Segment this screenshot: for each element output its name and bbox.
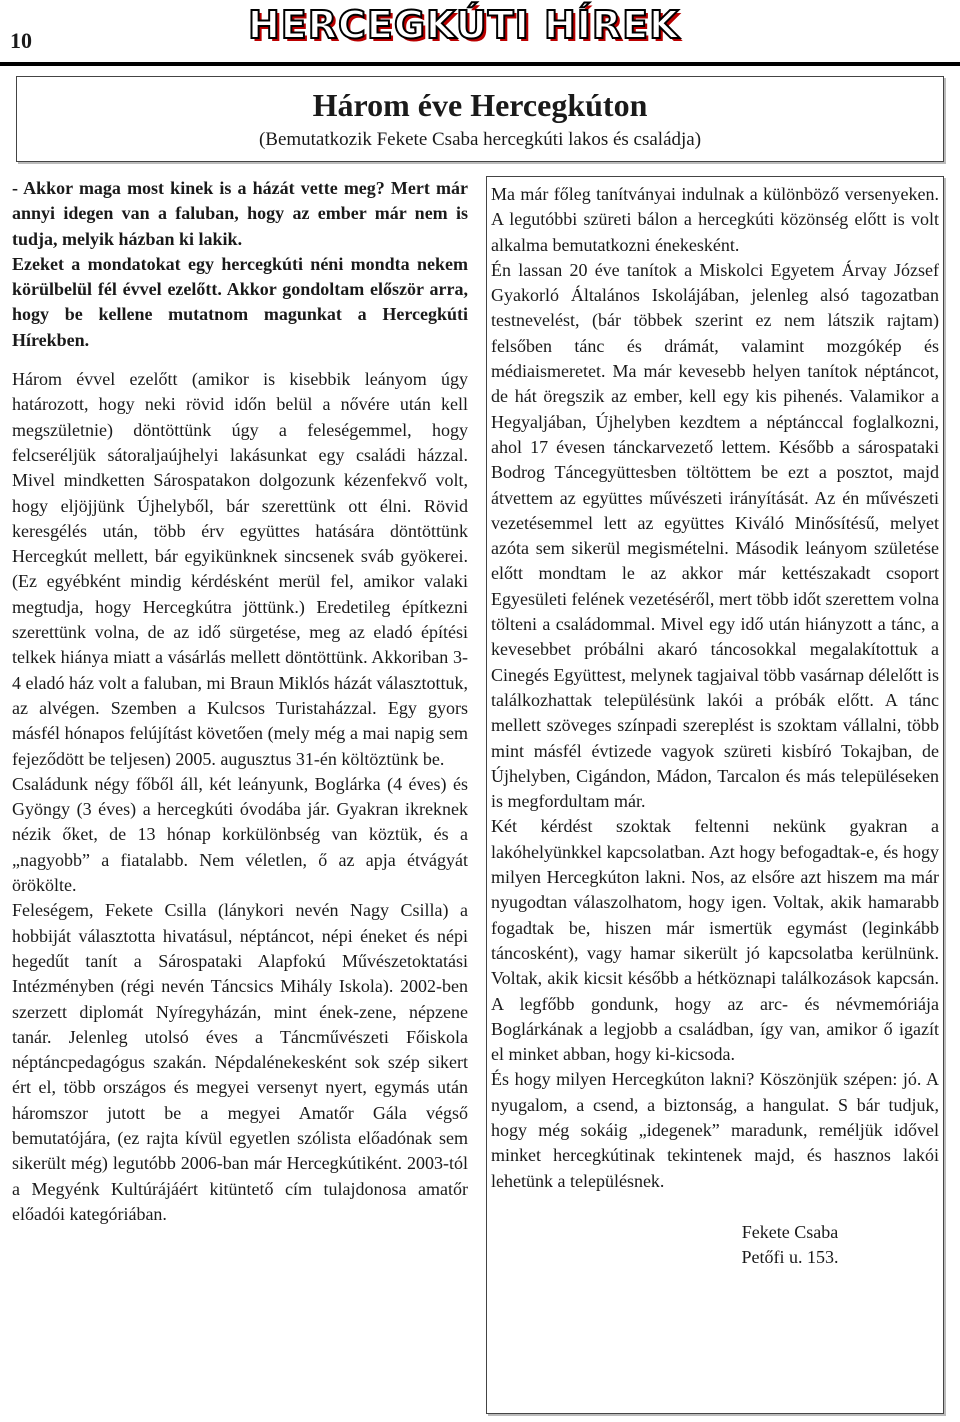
- body-paragraph: Én lassan 20 éve tanítok a Miskolci Egyetem Árvay József Gyakorló Általános Iskolájában, jelenleg alsó tagozatban testnevelést, (bár többek szerint ez nem látszik rajtam) felsőben tánc és drámát, valamint mozgókép és médiaismeretet. Ma már kevesebb helyen tanítok néptáncot, de hát öregszik az ember, kell egy kis pihenés. Valamikor a Hegyaljában, Újhelyben kezdtem a néptánccal foglalkozni, ahol 17 évesen tánckarvezető lettem. Később a sárospataki Bodrog Táncegyüttesben töltöttem be ezt a posztot, majd átvettem az együttes művészeti irányítását. Az én művészeti vezetésemmel lett az együttes Kiváló Minősítésű, melyet azóta sem sikerül megismételni. Második leányom születése előtt mondtam le az akkor már kettészakadt csoport Egyesületi felének vezetéséről, mert több időt szerettem volna tölteni a családommal. Mivel egy idő után hiányzott a tánc, a kevesebbet próbálni akaró táncosokkal megalakítottuk a Cinegés Együttest, melynek tagjaival több vasárnap délelőtt is találkozhattak településünk lakói a próbák előtt. A tánc mellett szöveges színpadi szereplést is szoktam vállalni, több mint másfél évtizede vagyok szüreti kisbíró Tokajban, de Újhelyben, Cigándon, Mádon, Tarcalon és más településeken is megfordultam már.: [491, 259, 939, 812]
- body-paragraph: Feleségem, Fekete Csilla (lánykori nevén Nagy Csilla) a hobbiját választotta hivatásul, néptáncot, népi éneket és népi hegedűt tanít a Sárospataki Alapfokú Művészetoktatási Intézményben (régi nevén Táncsics Mihály Iskola). 2002-ben szerzett diplomát Nyíregyházán, mint ének-zene, népzene tanár. Jelenleg utolsó éves a Táncművészeti Főiskola néptáncpedagógus szakán. Népdalénekesként sok szép sikert ért el, több országos és megyei versenyt nyert, egymás után háromszor jutott be a megyei Amatőr Gála végső bemutatójára, (ez rajta kívül egyetlen szólista előadónak sem sikerült még) legutóbb 2006-ban már Hercegkútiként. 2003-tól a Megyénk Kultúrájáért kitüntető cím tulajdonosa amatőr előadói kategóriában.: [12, 900, 468, 1224]
- page-number: 10: [10, 28, 32, 53]
- header-rule: [0, 62, 960, 66]
- article-subtitle: (Bemutatkozik Fekete Csaba hercegkúti lakos és családja): [258, 129, 702, 150]
- left-column: [12, 176, 468, 1227]
- intro-paragraph: Ezeket a mondatokat egy hercegkúti néni mondta nekem körülbelül fél évvel ezelőtt. Akkor gondoltam először arra, hogy be kellene mutatnom magunkat a Hercegkúti Hírekben.: [12, 253, 468, 350]
- signature-name: Fekete Csaba: [741, 1221, 839, 1242]
- body-paragraph: Ma már főleg tanítványai indulnak a különböző versenyeken. A legutóbbi szüreti bálon a hercegkúti közönség előtt is volt alkalma bemutatkozni énekesként.: [491, 184, 939, 255]
- signature-address: Petőfi u. 153.: [741, 1246, 839, 1267]
- body-paragraph: És hogy milyen Hercegkúton lakni? Köszönjük szépen: jó. A nyugalom, a csend, a biztonság, a hangulat. S bár tudjuk, hogy még sokáig „idegenek” maradunk, reméljük idővel minket hercegkútinak tekintenek majd, és hasznos lakói lehetünk a településnek.: [491, 1069, 939, 1191]
- signature: [491, 1220, 939, 1270]
- article-title: Három éve Hercegkúton: [312, 87, 648, 123]
- title-box: [16, 76, 944, 162]
- body-paragraph: Két kérdést szoktak feltenni nekünk gyakran a lakóhelyünkkel kapcsolatban. Azt hogy befogadtak-e, és hogy milyen Hercegkúton lakni. Nos, az elsőre azt hiszem ma már nyugodtan válaszolhatom, hogy igen. Voltak, akik hamarabb fogadtak be, hiszen már ismertük egymást (leginkább táncosként), vagy hamar sikerült jó kapcsolatba kerülnünk. Voltak, akik kicsit később a hétköznapi találkozások kapcsán. A legfőbb gondunk, hogy az arc- és névmemóriája Boglárkának a legjobb a családban, így van, amikor ő igazít el minket abban, hogy ki-kicsoda.: [491, 816, 939, 1065]
- right-column: [486, 176, 944, 1414]
- body-paragraph: Három évvel ezelőtt (amikor is kisebbik leányom úgy határozott, hogy neki rövid időn belül a nővére után kell megszületnie) döntöttünk úgy a feleségemmel, hogy felcseréljük sátoraljaújhelyi lakásunkat egy családi házzal. Mivel mindketten Sárospatakon dolgozunk kézenfekvő volt, hogy eljöjjünk Újhelyből, bár szerettünk ott élni. Rövid keresgélés után, több érv együttes hatására döntöttünk Hercegkút mellett, bár egyikünknek sincsenek sváb gyökerei. (Ez egyébként mindig kérdésként merül fel, amikor valaki megtudja, hogy Hercegkútra jöttünk.) Eredetileg építkezni szerettünk volna, de az idő sürgetése, meg az eladó építési telkek hiánya miatt a vásárlás mellett döntöttünk. Akkoriban 3-4 eladó ház volt a faluban, mi Braun Miklós házát választottuk, az alvégen. Szemben a Kulcsos Turistaházzal. Egy gyors másfél hónapos felújítást követően (mely még a mai napig sem fejeződött be teljesen) 2005. augusztus 31-én költöztünk be.: [12, 369, 468, 769]
- masthead-logo: HERCEGKÚTI HÍREK: [248, 3, 680, 47]
- body-paragraph: Családunk négy főből áll, két leányunk, Boglárka (4 éves) és Gyöngy (3 éves) a hercegkúti óvodába jár. Gyakran ikreknek nézik őket, de 13 hónap korkülönbség van köztük, és a „nagyobb” a fiatalabb. Nem véletlen, ő az apja étvágyát örökölte.: [12, 773, 468, 896]
- intro-question: - Akkor maga most kinek is a házát vette meg? Mert már annyi idegen van a faluban, hogy az ember már nem is tudja, melyik házban ki lakik.: [12, 178, 468, 249]
